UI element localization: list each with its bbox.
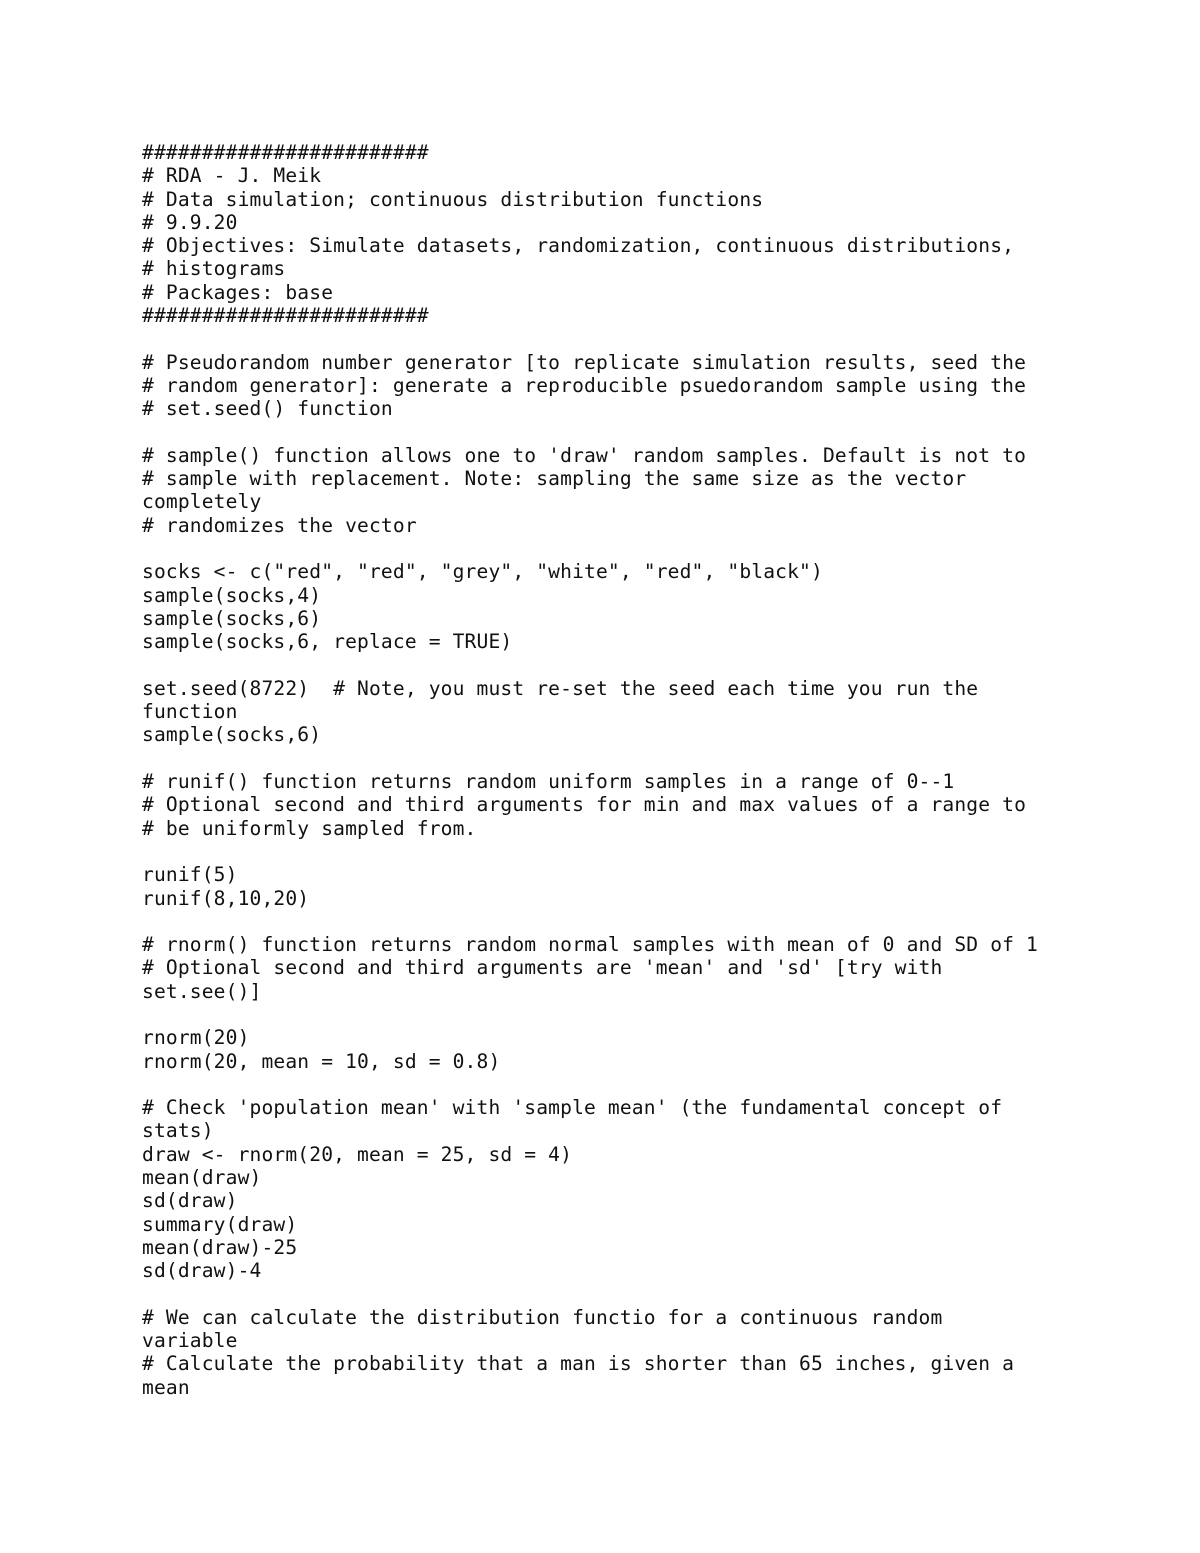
comment-line: # We can calculate the distribution functio for a continuous random — [142, 1305, 943, 1329]
blank-line — [142, 537, 1142, 560]
comment-line: # sample with replacement. Note: sampling the same size as the vector — [142, 467, 967, 491]
code-line: sample(socks,6) — [142, 723, 322, 747]
comment-line: # Optional second and third arguments are 'mean' and 'sd' [try with — [142, 956, 943, 980]
comment-line: # Optional second and third arguments for min and max values of a range to — [142, 793, 1027, 817]
comment-line: # RDA - J. Meik — [142, 164, 322, 188]
comment-line: # Objectives: Simulate datasets, randomization, continuous distributions, — [142, 234, 1015, 258]
comment-line: # sample() function allows one to 'draw' random samples. Default is not to — [142, 443, 1027, 467]
comment-line: # rnorm() function returns random normal samples with mean of 0 and SD of 1 — [142, 933, 1038, 957]
code-line: stats) — [142, 1119, 214, 1143]
comment-line: # randomizes the vector — [142, 513, 417, 537]
comment-line: ######################## — [142, 141, 429, 164]
comment-line: # random generator]: generate a reproducible psuedorandom sample using the — [142, 373, 1027, 397]
code-line: mean(draw)-25 — [142, 1235, 298, 1259]
comment-line: # Check 'population mean' with 'sample mean' (the fundamental concept of — [142, 1096, 1003, 1120]
code-listing — [142, 141, 1142, 1399]
blank-line — [142, 327, 1142, 350]
blank-line — [142, 1073, 1142, 1096]
code-line: mean(draw) — [142, 1166, 262, 1190]
code-line: socks <- c("red", "red", "grey", "white", "red", "black") — [142, 560, 823, 584]
blank-line — [142, 910, 1142, 933]
code-line: sample(socks,4) — [142, 583, 322, 607]
blank-line — [142, 654, 1142, 677]
blank-line — [142, 1283, 1142, 1306]
code-line: completely — [142, 490, 262, 514]
code-line: rnorm(20) — [142, 1026, 250, 1050]
comment-line: ######################## — [142, 304, 429, 328]
comment-line: # histograms — [142, 257, 286, 281]
comment-line: # Pseudorandom number generator [to replicate simulation results, seed the — [142, 350, 1027, 374]
comment-line: # be uniformly sampled from. — [142, 816, 477, 840]
code-line: runif(8,10,20) — [142, 886, 310, 910]
comment-line: # runif() function returns random uniform samples in a range of 0--1 — [142, 770, 955, 794]
code-line: variable — [142, 1329, 238, 1353]
blank-line — [142, 421, 1142, 444]
code-line: mean — [142, 1375, 190, 1399]
comment-line: # Calculate the probability that a man is shorter than 65 inches, given a — [142, 1352, 1015, 1376]
comment-line: # Data simulation; continuous distribution functions — [142, 187, 764, 211]
code-line: set.see()] — [142, 979, 262, 1003]
code-line: sample(socks,6, replace = TRUE) — [142, 630, 513, 654]
code-line: sample(socks,6) — [142, 606, 322, 630]
code-line: sd(draw) — [142, 1189, 238, 1213]
blank-line — [142, 1003, 1142, 1026]
comment-line: # Packages: base — [142, 280, 334, 304]
blank-line — [142, 747, 1142, 770]
comment-line: # set.seed() function — [142, 397, 393, 421]
code-line: summary(draw) — [142, 1212, 298, 1236]
code-line: rnorm(20, mean = 10, sd = 0.8) — [142, 1049, 501, 1073]
code-line: sd(draw)-4 — [142, 1259, 262, 1283]
comment-line: # 9.9.20 — [142, 210, 238, 234]
code-line: runif(5) — [142, 863, 238, 887]
code-line: function — [142, 700, 238, 724]
blank-line — [142, 840, 1142, 863]
code-line: draw <- rnorm(20, mean = 25, sd = 4) — [142, 1142, 573, 1166]
code-line: set.seed(8722) # Note, you must re-set the seed each time you run the — [142, 676, 979, 700]
